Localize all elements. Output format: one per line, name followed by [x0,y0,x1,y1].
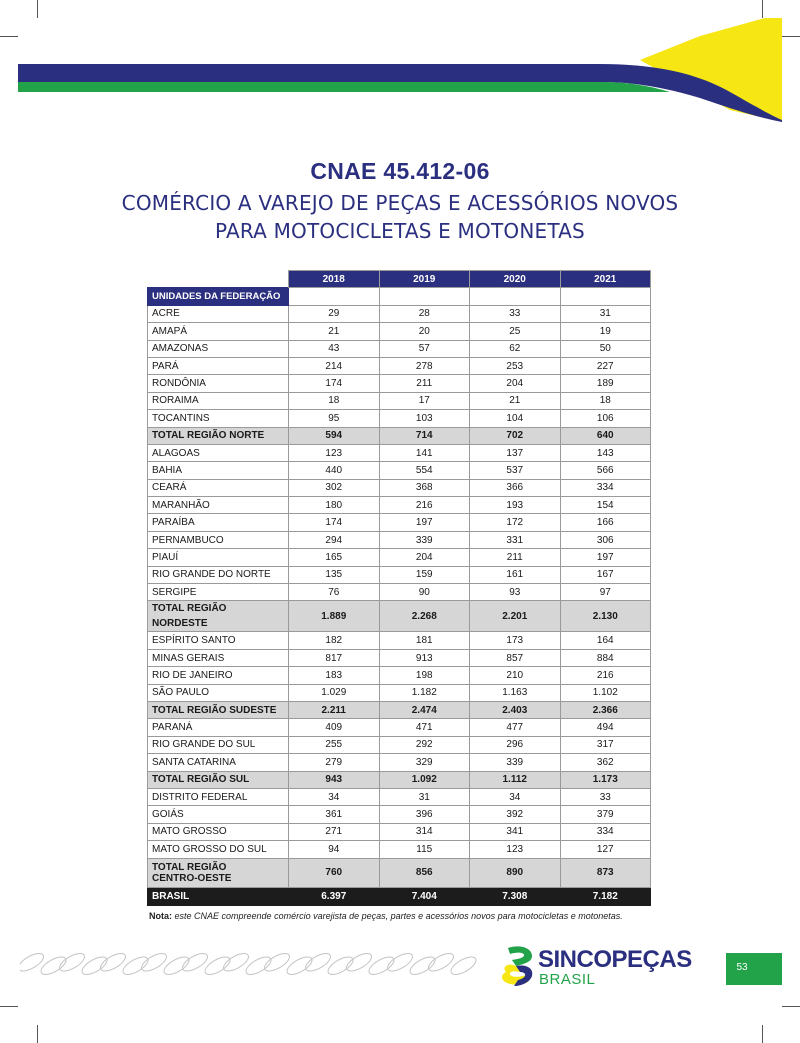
value-cell-2020: 537 [470,462,561,479]
value-cell-2020: 392 [470,806,561,823]
row-label: RONDÔNIA [148,375,289,392]
value-cell-2018: 294 [289,531,380,548]
year-header: 2020 [470,271,561,288]
value-cell-2018: 76 [289,584,380,601]
row-label: DISTRITO FEDERAL [148,788,289,805]
value-cell-2018: 760 [289,858,380,887]
brasil-total-row [148,887,651,905]
value-cell-2021: 127 [560,841,651,858]
title-block [0,158,800,245]
value-cell-2019: 856 [379,858,470,887]
value-cell-2020: 331 [470,531,561,548]
table-row [148,410,651,427]
note-text: este CNAE compreende comércio varejista de peças, partes e acessórios novos para motocicletas e motonetas. [174,911,623,921]
table-row [148,357,651,374]
crop-mark [0,1006,18,1007]
row-label: BRASIL [148,887,289,905]
row-label: BAHIA [148,462,289,479]
value-cell-2021: 106 [560,410,651,427]
uf-header-blank-cell [560,288,651,305]
value-cell-2019: 115 [379,841,470,858]
chain-link [180,950,210,974]
value-cell-2019: 57 [379,340,470,357]
chain-link [325,954,355,978]
value-cell-2018: 18 [289,392,380,409]
uf-header-blank-cell [379,288,470,305]
value-cell-2018: 182 [289,632,380,649]
table-row [148,667,651,684]
value-cell-2018: 279 [289,754,380,771]
value-cell-2018: 180 [289,497,380,514]
value-cell-2021: 379 [560,806,651,823]
sincopecas-logo-icon [498,944,538,990]
row-label: TOTAL REGIÃO NORTE [148,427,289,444]
value-cell-2020: 296 [470,736,561,753]
value-cell-2019: 314 [379,823,470,840]
table-row [148,305,651,322]
value-cell-2020: 62 [470,340,561,357]
row-label: PARAÍBA [148,514,289,531]
value-cell-2018: 409 [289,719,380,736]
value-cell-2021: 18 [560,392,651,409]
value-cell-2021: 154 [560,497,651,514]
value-cell-2019: 1.092 [379,771,470,788]
row-label: GOIÁS [148,806,289,823]
value-cell-2018: 123 [289,444,380,461]
value-cell-2019: 554 [379,462,470,479]
value-cell-2021: 143 [560,444,651,461]
header-banner [0,0,800,130]
uf-header-blank-cell [289,288,380,305]
value-cell-2019: 141 [379,444,470,461]
value-cell-2021: 1.102 [560,684,651,701]
table-row [148,806,651,823]
table-row [148,841,651,858]
value-cell-2018: 214 [289,357,380,374]
uf-header-blank-cell [470,288,561,305]
row-label: SÃO PAULO [148,684,289,701]
value-cell-2020: 1.112 [470,771,561,788]
row-label: MATO GROSSO DO SUL [148,841,289,858]
table-row [148,684,651,701]
value-cell-2020: 366 [470,479,561,496]
value-cell-2021: 7.182 [560,887,651,905]
value-cell-2019: 714 [379,427,470,444]
value-cell-2021: 189 [560,375,651,392]
value-cell-2018: 34 [289,788,380,805]
chain-link [38,954,68,978]
table-row [148,444,651,461]
table-row [148,736,651,753]
table-row [148,323,651,340]
row-label: RIO GRANDE DO SUL [148,736,289,753]
row-label: PARÁ [148,357,289,374]
value-cell-2018: 135 [289,566,380,583]
row-label: ALAGOAS [148,444,289,461]
table-row [148,462,651,479]
value-cell-2018: 94 [289,841,380,858]
value-cell-2021: 167 [560,566,651,583]
value-cell-2019: 20 [379,323,470,340]
region-total-row [148,701,651,718]
value-cell-2019: 17 [379,392,470,409]
value-cell-2021: 33 [560,788,651,805]
row-label-line: CENTRO-OESTE [152,872,232,884]
page-title: CNAE 45.412-06 [310,158,490,184]
chain-link [98,950,128,974]
table-row [148,566,651,583]
value-cell-2021: 494 [560,719,651,736]
row-label: SANTA CATARINA [148,754,289,771]
value-cell-2018: 255 [289,736,380,753]
banner-blue-stripe [18,64,782,122]
value-cell-2018: 183 [289,667,380,684]
page-subtitle-line-2: PARA MOTOCICLETAS E MOTONETAS [215,219,585,243]
value-cell-2018: 817 [289,649,380,666]
table-row [148,375,651,392]
year-header-row [148,271,651,288]
value-cell-2021: 566 [560,462,651,479]
value-cell-2018: 95 [289,410,380,427]
value-cell-2018: 174 [289,514,380,531]
chain-link [243,954,273,978]
value-cell-2018: 29 [289,305,380,322]
uf-header: UNIDADES DA FEDERAÇÃO [148,288,289,305]
chain-link [385,950,415,974]
row-label: MATO GROSSO [148,823,289,840]
value-cell-2021: 640 [560,427,651,444]
value-cell-2020: 2.201 [470,601,561,632]
value-cell-2020: 123 [470,841,561,858]
value-cell-2020: 21 [470,392,561,409]
value-cell-2019: 103 [379,410,470,427]
year-header: 2021 [560,271,651,288]
value-cell-2018: 21 [289,323,380,340]
value-cell-2021: 884 [560,649,651,666]
value-cell-2020: 477 [470,719,561,736]
row-label: RIO GRANDE DO NORTE [148,566,289,583]
value-cell-2018: 361 [289,806,380,823]
region-total-row [148,427,651,444]
value-cell-2021: 334 [560,823,651,840]
value-cell-2021: 2.130 [560,601,651,632]
value-cell-2018: 440 [289,462,380,479]
chain-link [79,954,109,978]
value-cell-2019: 211 [379,375,470,392]
value-cell-2021: 50 [560,340,651,357]
logo-name: SINCOPEÇAS [538,946,692,973]
chain-link [262,950,292,974]
value-cell-2019: 31 [379,788,470,805]
row-label: SERGIPE [148,584,289,601]
value-cell-2020: 1.163 [470,684,561,701]
row-label: PIAUÍ [148,549,289,566]
sincopecas-logo [498,942,692,992]
value-cell-2020: 93 [470,584,561,601]
value-cell-2021: 197 [560,549,651,566]
page-number-box [726,953,782,985]
row-label: RORAIMA [148,392,289,409]
value-cell-2021: 164 [560,632,651,649]
value-cell-2020: 104 [470,410,561,427]
page-subtitle-line-1: COMÉRCIO A VAREJO DE PEÇAS E ACESSÓRIOS NOVOS [121,191,679,215]
value-cell-2020: 210 [470,667,561,684]
chain-link [366,954,396,978]
table-row [148,788,651,805]
year-header: 2018 [289,271,380,288]
value-cell-2019: 197 [379,514,470,531]
table-note [149,911,623,921]
value-cell-2019: 278 [379,357,470,374]
value-cell-2019: 216 [379,497,470,514]
value-cell-2018: 943 [289,771,380,788]
value-cell-2019: 339 [379,531,470,548]
value-cell-2018: 2.211 [289,701,380,718]
crop-mark [782,1006,800,1007]
value-cell-2021: 317 [560,736,651,753]
value-cell-2020: 172 [470,514,561,531]
value-cell-2019: 1.182 [379,684,470,701]
table-row [148,754,651,771]
value-cell-2021: 362 [560,754,651,771]
value-cell-2021: 227 [560,357,651,374]
chain-link [221,950,251,974]
value-cell-2018: 1.889 [289,601,380,632]
table-row [148,719,651,736]
row-label: TOCANTINS [148,410,289,427]
value-cell-2020: 857 [470,649,561,666]
value-cell-2021: 334 [560,479,651,496]
value-cell-2018: 271 [289,823,380,840]
value-cell-2019: 7.404 [379,887,470,905]
row-label: MARANHÃO [148,497,289,514]
row-label: MINAS GERAIS [148,649,289,666]
value-cell-2020: 253 [470,357,561,374]
value-cell-2018: 165 [289,549,380,566]
crop-mark [37,1025,38,1043]
value-cell-2021: 216 [560,667,651,684]
value-cell-2018: 1.029 [289,684,380,701]
value-cell-2019: 368 [379,479,470,496]
value-cell-2019: 159 [379,566,470,583]
value-cell-2021: 1.173 [560,771,651,788]
value-cell-2018: 174 [289,375,380,392]
uf-header-row [148,288,651,305]
row-label: TOTAL REGIÃO SUDESTE [148,701,289,718]
value-cell-2019: 396 [379,806,470,823]
note-prefix: Nota: [149,911,172,921]
value-cell-2019: 329 [379,754,470,771]
chain-link [120,954,150,978]
row-label: CEARÁ [148,479,289,496]
table-row [148,649,651,666]
table-row [148,479,651,496]
value-cell-2020: 339 [470,754,561,771]
value-cell-2021: 306 [560,531,651,548]
row-label [148,858,289,887]
value-cell-2019: 913 [379,649,470,666]
chain-link [448,954,478,978]
value-cell-2020: 173 [470,632,561,649]
chain-link [202,954,232,978]
page-number: 53 [736,962,748,973]
chain-decoration [20,944,480,984]
row-label: ACRE [148,305,289,322]
value-cell-2021: 19 [560,323,651,340]
row-label: PARANÁ [148,719,289,736]
table-row [148,497,651,514]
value-cell-2021: 873 [560,858,651,887]
value-cell-2019: 28 [379,305,470,322]
value-cell-2021: 97 [560,584,651,601]
value-cell-2020: 25 [470,323,561,340]
row-label: AMAZONAS [148,340,289,357]
region-total-row [148,601,651,632]
table-row [148,531,651,548]
region-total-row [148,858,651,887]
value-cell-2021: 2.366 [560,701,651,718]
value-cell-2021: 166 [560,514,651,531]
value-cell-2020: 193 [470,497,561,514]
chain-link [407,954,437,978]
value-cell-2020: 7.308 [470,887,561,905]
value-cell-2020: 204 [470,375,561,392]
table-row [148,392,651,409]
value-cell-2020: 33 [470,305,561,322]
table-row [148,823,651,840]
table-row [148,549,651,566]
row-label: PERNAMBUCO [148,531,289,548]
value-cell-2019: 198 [379,667,470,684]
table-row [148,632,651,649]
value-cell-2018: 43 [289,340,380,357]
value-cell-2018: 6.397 [289,887,380,905]
value-cell-2019: 292 [379,736,470,753]
value-cell-2019: 471 [379,719,470,736]
value-cell-2019: 181 [379,632,470,649]
banner-green-stripe [18,82,670,92]
chain-link [303,950,333,974]
value-cell-2019: 2.474 [379,701,470,718]
row-label: AMAPÁ [148,323,289,340]
value-cell-2020: 137 [470,444,561,461]
value-cell-2020: 2.403 [470,701,561,718]
chain-link [57,950,87,974]
value-cell-2021: 31 [560,305,651,322]
row-label: ESPÍRITO SANTO [148,632,289,649]
logo-subtitle: BRASIL [539,971,596,988]
table-row [148,584,651,601]
chain-link [284,954,314,978]
chain-link [20,950,46,974]
value-cell-2020: 890 [470,858,561,887]
header-blank-cell [148,271,289,288]
year-header: 2019 [379,271,470,288]
chain-link [161,954,191,978]
value-cell-2020: 341 [470,823,561,840]
row-label: TOTAL REGIÃO SUL [148,771,289,788]
value-cell-2020: 34 [470,788,561,805]
chain-link [426,950,456,974]
data-table [147,270,651,906]
chain-link [344,950,374,974]
row-label: TOTAL REGIÃO NORDESTE [148,601,289,632]
value-cell-2019: 204 [379,549,470,566]
value-cell-2019: 90 [379,584,470,601]
table-row [148,340,651,357]
value-cell-2020: 702 [470,427,561,444]
crop-mark [762,1025,763,1043]
row-label: RIO DE JANEIRO [148,667,289,684]
value-cell-2018: 302 [289,479,380,496]
chain-link [139,950,169,974]
value-cell-2018: 594 [289,427,380,444]
value-cell-2020: 211 [470,549,561,566]
region-total-row [148,771,651,788]
value-cell-2019: 2.268 [379,601,470,632]
table-row [148,514,651,531]
row-label-line: TOTAL REGIÃO [152,861,227,873]
value-cell-2020: 161 [470,566,561,583]
